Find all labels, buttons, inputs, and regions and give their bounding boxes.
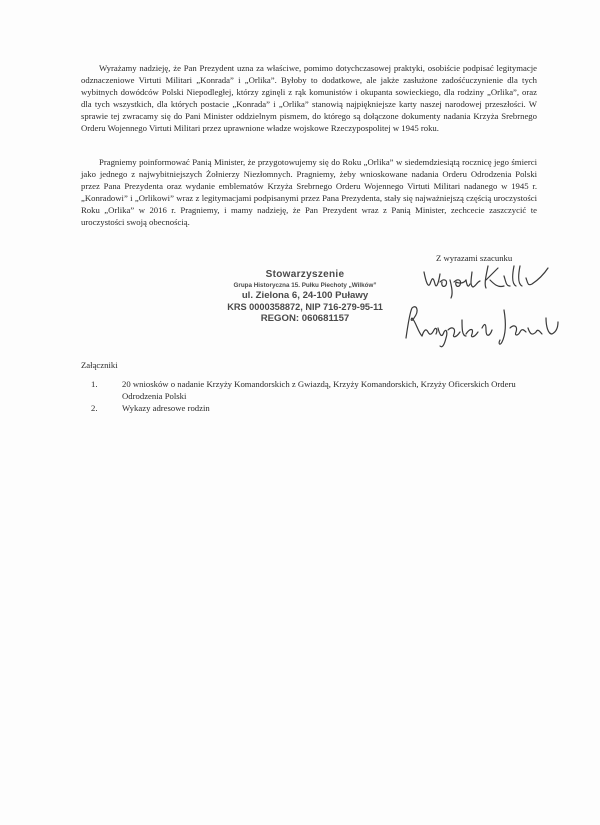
attachment-item: [81, 379, 521, 402]
stamp-regon: REGON: 060681157: [260, 313, 350, 324]
attachments-heading: Załączniki: [81, 360, 118, 370]
association-stamp: [210, 269, 400, 324]
attachments-list: [81, 379, 521, 416]
attachment-text: 20 wniosków o nadanie Krzyży Komandorskich z Gwiazdą, Krzyży Komandorskich, Krzyży Oficerskich Orderu Odrodzenia Polski: [122, 379, 516, 401]
stamp-subtitle: Grupa Historyczna 15. Pułku Piechoty „Wilków”: [233, 282, 377, 289]
closing-phrase: Z wyrazami szacunku: [436, 253, 513, 263]
signature-1: [420, 258, 550, 300]
stamp-name: Stowarzyszenie: [265, 269, 345, 280]
letter-paragraph-1: Wyrażamy nadzieję, że Pan Prezydent uzna za właściwe, pomimo dotychczasowej praktyki, osobiście podpisać legitymacje odznaczeniowe Virtuti Militari „Konrada” i „Orlika”. Byłoby to dodatkowe, ale jakże zasłużone zadośćuczynienie dla tych wybitnych dowódców Polski Niepodległej, którzy zginęli z rąk komunistów i okupanta sowieckiego, dla rodziny „Orlika”, oraz dla tych wszystkich, dla których postacie „Konrada” i „Orlika” stanowią najpiękniejsze karty naszej narodowej przeszłości. W sprawie tej zwracamy się do Pani Minister oddzielnym pismem, do którego są dołączone dokumenty nadania Krzyża Srebrnego Orderu Wojennego Virtuti Militari przez uprawnione władze wojskowe Rzeczypospolitej w 1945 roku.: [81, 63, 537, 133]
stamp-address: ul. Zielona 6, 24-100 Puławy: [241, 290, 369, 301]
stamp-registry-ids: KRS 0000358872, NIP 716-279-95-11: [227, 302, 383, 312]
attachment-number: 1.: [91, 379, 98, 389]
signature-2: [400, 298, 560, 350]
attachment-number: 2.: [91, 403, 98, 414]
letter-paragraph-2: Pragniemy poinformować Panią Minister, że przygotowujemy się do Roku „Orlika” w siedemdziesiątą rocznicę jego śmierci jako jednego z najwybitniejszych Żołnierzy Niezłomnych. Pragniemy, żeby wnioskowane nadania Orderu Odrodzenia Polski przez Pana Prezydenta oraz wydanie emblematów Krzyża Srebrnego Orderu Wojennego Virtuti Militari nadanego w 1945 r. „Konradowi” i „Orlikowi” wraz z legitymacjami podpisanymi przez Pana Prezydenta, stały się najważniejszą częścią uroczystości Roku „Orlika” w 2016 r. Pragniemy, i mamy nadzieję, że Pan Prezydent wraz z Panią Minister, zechcecie zaszczycić te uroczystości swoją obecnością.: [81, 157, 537, 227]
attachment-item: [81, 403, 521, 415]
attachment-text: Wykazy adresowe rodzin: [122, 403, 210, 414]
